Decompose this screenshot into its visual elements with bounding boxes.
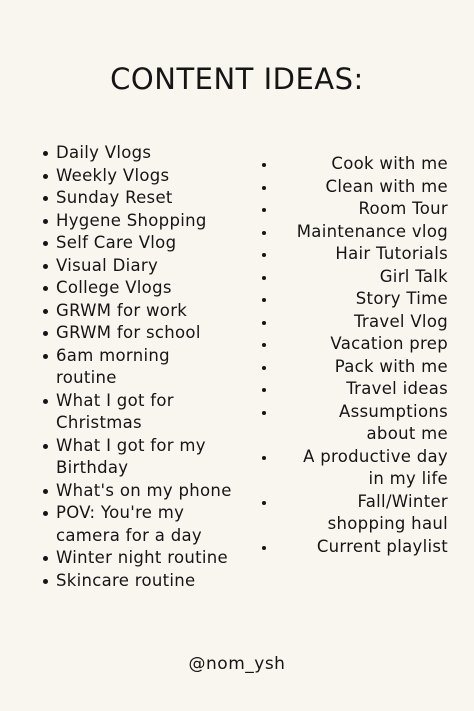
list-item: Cook with me: [258, 153, 448, 176]
list-item: Room Tour: [258, 198, 448, 221]
list-item: Travel ideas: [258, 378, 448, 401]
list-item: Fall/Winter shopping haul: [258, 491, 448, 536]
list-item: 6am morning routine: [40, 345, 186, 390]
page-title: CONTENT IDEAS:: [110, 62, 364, 96]
list-item: Travel Vlog: [258, 311, 448, 334]
list-item: Hair Tutorials: [258, 243, 448, 266]
list-item: Assumptions about me: [258, 401, 448, 446]
list-item: What I got for my Birthday: [40, 435, 226, 480]
list-item: GRWM for school: [40, 322, 250, 345]
list-item: Visual Diary: [40, 255, 250, 278]
list-item: Hygene Shopping: [40, 210, 250, 233]
list-item: Skincare routine: [40, 570, 250, 593]
list-item: GRWM for work: [40, 300, 250, 323]
list-item: Daily Vlogs: [40, 142, 250, 165]
author-handle: @nom_ysh: [188, 654, 286, 674]
list-item: Weekly Vlogs: [40, 165, 250, 188]
list-item: What's on my phone: [40, 480, 250, 503]
left-ideas-list: [40, 142, 250, 592]
list-item: Pack with me: [258, 356, 448, 379]
list-item: Girl Talk: [258, 266, 448, 289]
list-item: Maintenance vlog: [258, 221, 448, 244]
list-item: Self Care Vlog: [40, 232, 250, 255]
right-ideas-list: [258, 153, 448, 558]
list-item: Clean with me: [258, 176, 448, 199]
list-item: What I got for Christmas: [40, 390, 196, 435]
list-item: Sunday Reset: [40, 187, 250, 210]
list-item: A productive day in my life: [258, 446, 448, 491]
list-item: Current playlist: [258, 536, 448, 559]
list-item: College Vlogs: [40, 277, 250, 300]
list-item: POV: You're my camera for a day: [40, 502, 216, 547]
list-item: Story Time: [258, 288, 448, 311]
list-item: Winter night routine: [40, 547, 250, 570]
list-item: Vacation prep: [258, 333, 448, 356]
